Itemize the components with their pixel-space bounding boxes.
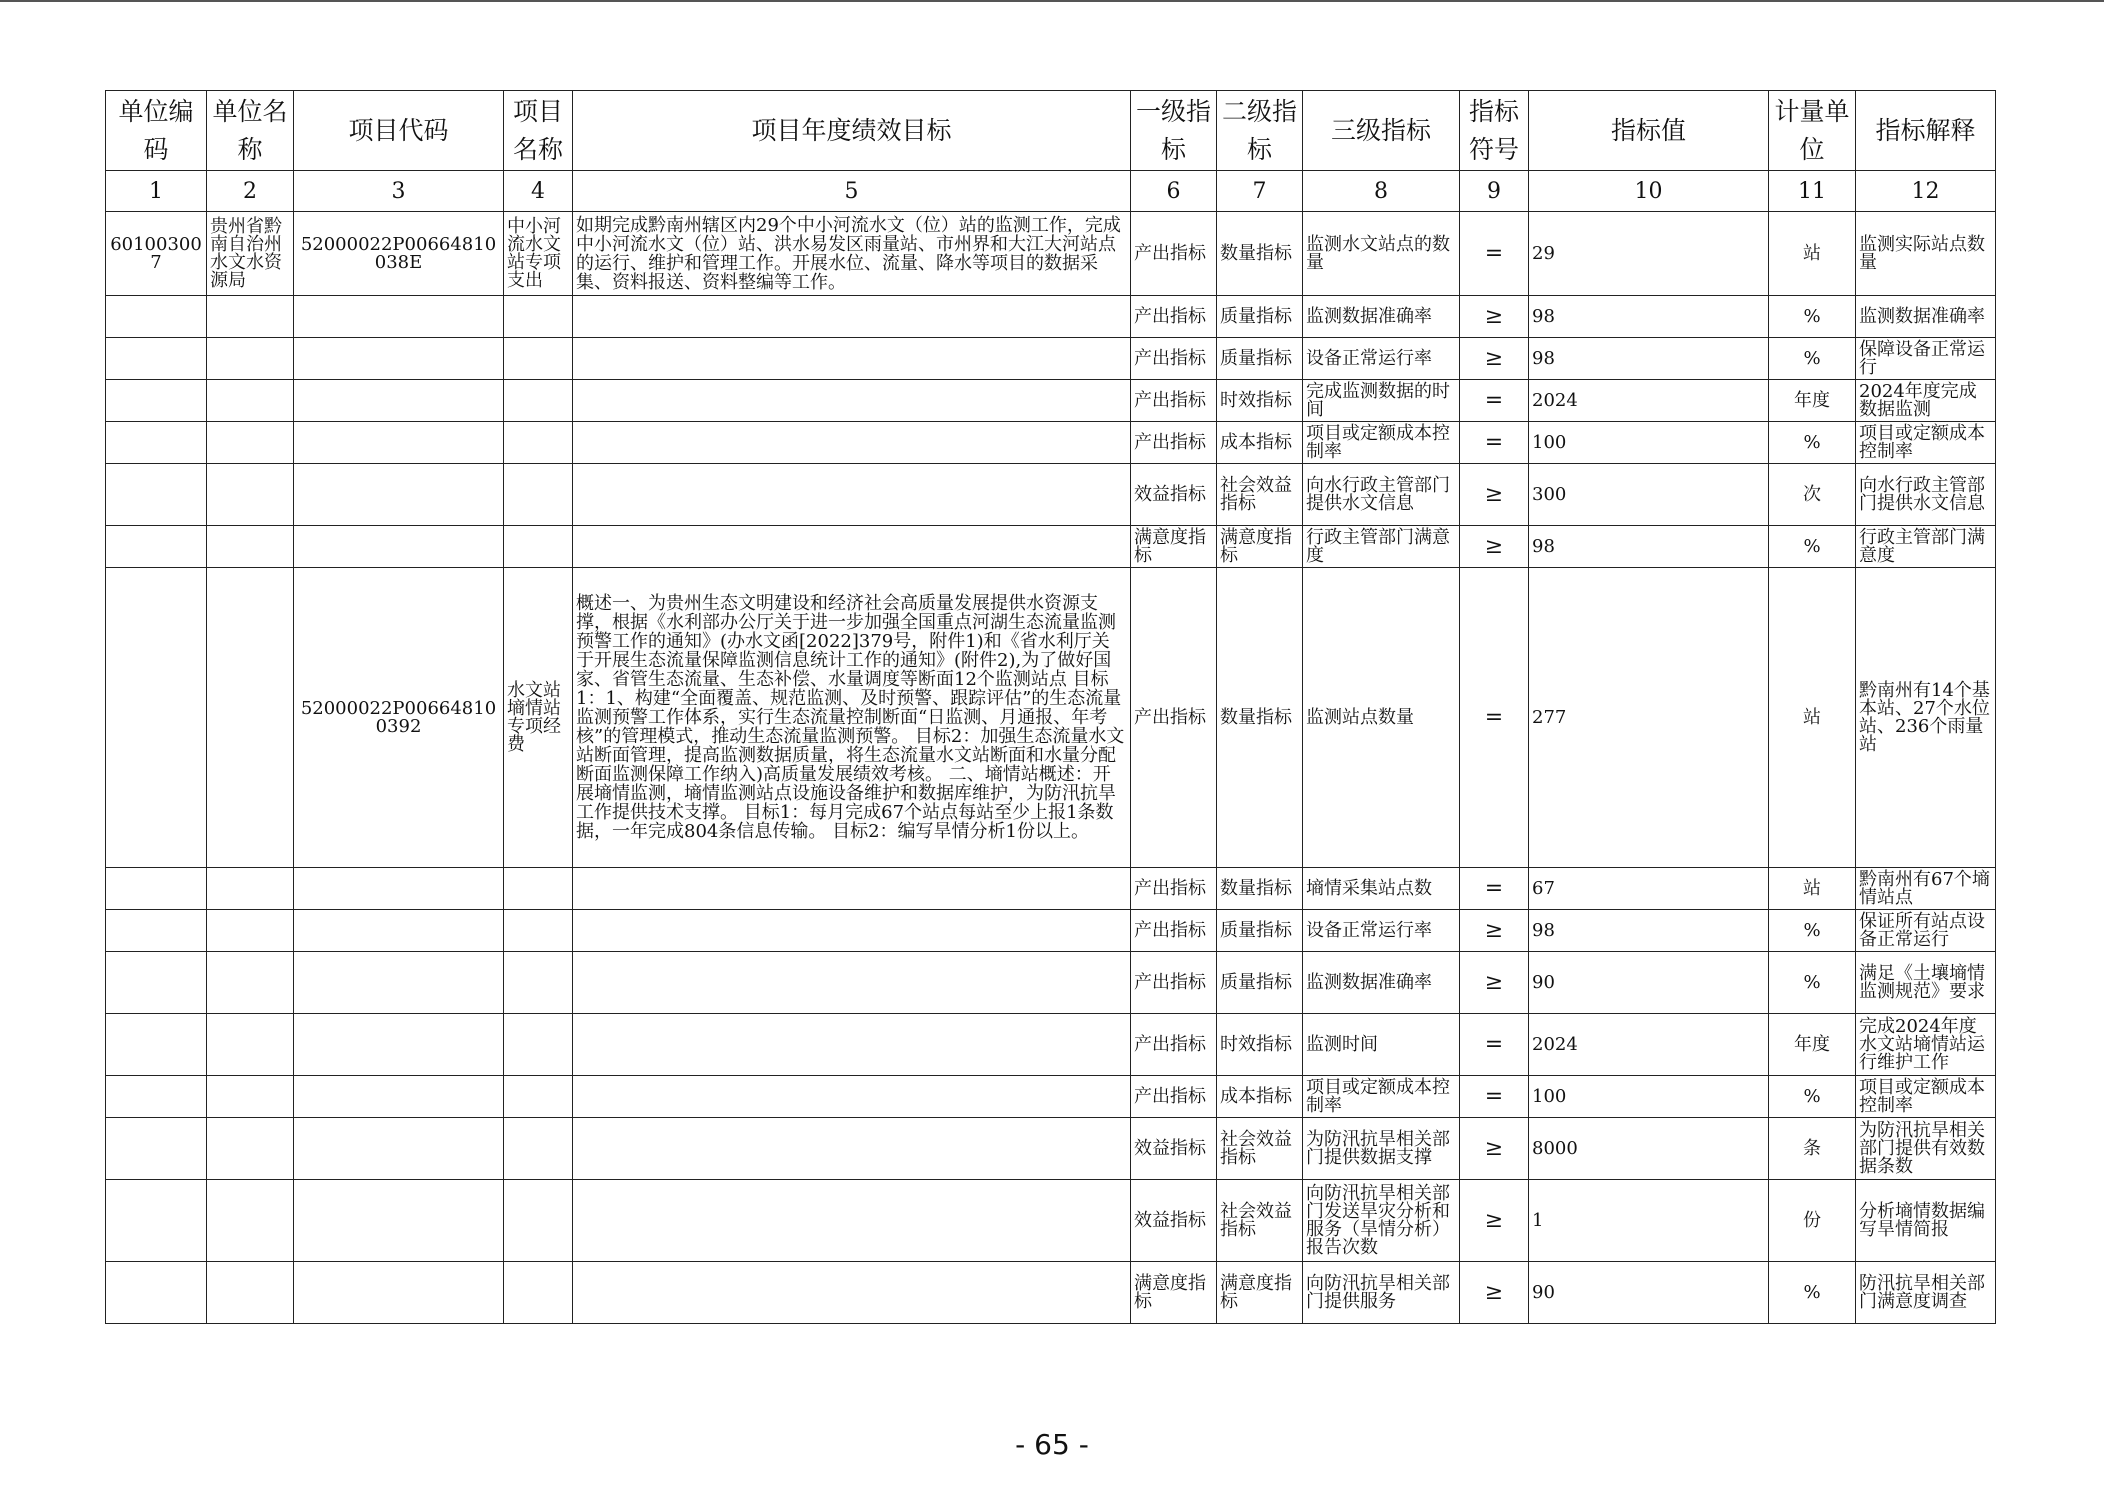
table-row — [106, 868, 1996, 910]
symbol-cell: = — [1460, 1014, 1529, 1076]
level1-indicator-cell: 产出指标 — [1131, 952, 1217, 1014]
project-name-cell — [504, 464, 573, 526]
project-name-cell — [504, 910, 573, 952]
unit-code-cell — [106, 568, 207, 868]
header-project-code: 项目代码 — [294, 91, 504, 171]
unit-cell: % — [1769, 526, 1856, 568]
table-row — [106, 1076, 1996, 1118]
project-code-cell — [294, 952, 504, 1014]
explanation-cell: 保证所有站点设备正常运行 — [1856, 910, 1996, 952]
explanation-cell: 满足《土壤墒情监测规范》要求 — [1856, 952, 1996, 1014]
symbol-cell: ≥ — [1460, 296, 1529, 338]
project-code-cell — [294, 464, 504, 526]
level3-indicator-cell: 墒情采集站点数 — [1303, 868, 1460, 910]
header-project-name: 项目名称 — [504, 91, 573, 171]
unit-cell: % — [1769, 422, 1856, 464]
column-index-6: 6 — [1131, 171, 1217, 212]
unit-cell: % — [1769, 296, 1856, 338]
annual-goal-cell — [573, 1180, 1131, 1262]
symbol-cell: ≥ — [1460, 526, 1529, 568]
symbol-cell: ≥ — [1460, 464, 1529, 526]
unit-cell: 条 — [1769, 1118, 1856, 1180]
table-index-row — [106, 171, 1996, 212]
explanation-cell: 向水行政主管部门提供水文信息 — [1856, 464, 1996, 526]
value-cell: 98 — [1529, 338, 1769, 380]
explanation-cell: 防汛抗旱相关部门满意度调查 — [1856, 1262, 1996, 1324]
unit-cell: % — [1769, 1262, 1856, 1324]
project-name-cell — [504, 1014, 573, 1076]
value-cell: 90 — [1529, 952, 1769, 1014]
unit-name-cell — [207, 868, 294, 910]
symbol-cell: = — [1460, 1076, 1529, 1118]
symbol-cell: ≥ — [1460, 952, 1529, 1014]
level2-indicator-cell: 质量指标 — [1217, 296, 1303, 338]
level1-indicator-cell: 效益指标 — [1131, 464, 1217, 526]
unit-name-cell — [207, 568, 294, 868]
symbol-cell: ≥ — [1460, 910, 1529, 952]
level2-indicator-cell: 质量指标 — [1217, 952, 1303, 1014]
table-row — [106, 526, 1996, 568]
level3-indicator-cell: 向防汛抗旱相关部门提供服务 — [1303, 1262, 1460, 1324]
unit-cell: 站 — [1769, 212, 1856, 296]
unit-name-cell — [207, 1014, 294, 1076]
level1-indicator-cell: 产出指标 — [1131, 568, 1217, 868]
table-row — [106, 1180, 1996, 1262]
unit-name-cell — [207, 464, 294, 526]
explanation-cell: 黔南州有67个墒情站点 — [1856, 868, 1996, 910]
unit-cell: % — [1769, 338, 1856, 380]
level1-indicator-cell: 产出指标 — [1131, 910, 1217, 952]
unit-code-cell — [106, 1262, 207, 1324]
unit-name-cell: 贵州省黔南自治州水文水资源局 — [207, 212, 294, 296]
level3-indicator-cell: 向水行政主管部门提供水文信息 — [1303, 464, 1460, 526]
header-value: 指标值 — [1529, 91, 1769, 171]
explanation-cell: 分析墒情数据编写旱情简报 — [1856, 1180, 1996, 1262]
unit-name-cell — [207, 1262, 294, 1324]
value-cell: 98 — [1529, 296, 1769, 338]
annual-goal-cell — [573, 422, 1131, 464]
unit-cell: % — [1769, 952, 1856, 1014]
project-name-cell: 水文站墒情站专项经费 — [504, 568, 573, 868]
symbol-cell: ≥ — [1460, 1262, 1529, 1324]
level2-indicator-cell: 数量指标 — [1217, 568, 1303, 868]
project-code-cell — [294, 380, 504, 422]
value-cell: 8000 — [1529, 1118, 1769, 1180]
unit-cell: 次 — [1769, 464, 1856, 526]
project-name-cell — [504, 1262, 573, 1324]
unit-cell: 年度 — [1769, 380, 1856, 422]
annual-goal-cell — [573, 952, 1131, 1014]
explanation-cell: 监测实际站点数量 — [1856, 212, 1996, 296]
symbol-cell: = — [1460, 568, 1529, 868]
unit-code-cell — [106, 910, 207, 952]
level3-indicator-cell: 设备正常运行率 — [1303, 338, 1460, 380]
project-code-cell — [294, 910, 504, 952]
annual-goal-cell: 如期完成黔南州辖区内29个中小河流水文（位）站的监测工作，完成中小河流水文（位）站、洪水易发区雨量站、市州界和大江大河站点的运行、维护和管理工作。开展水位、流量、降水等项目的数据采集、资料报送、资料整编等工作。 — [573, 212, 1131, 296]
explanation-cell: 项目或定额成本控制率 — [1856, 1076, 1996, 1118]
unit-cell: 份 — [1769, 1180, 1856, 1262]
annual-goal-cell — [573, 1118, 1131, 1180]
unit-name-cell — [207, 338, 294, 380]
annual-goal-cell — [573, 868, 1131, 910]
header-annual-goal: 项目年度绩效目标 — [573, 91, 1131, 171]
unit-code-cell — [106, 1014, 207, 1076]
table-row — [106, 296, 1996, 338]
unit-code-cell — [106, 422, 207, 464]
project-code-cell — [294, 1118, 504, 1180]
project-name-cell — [504, 526, 573, 568]
unit-cell: % — [1769, 910, 1856, 952]
level3-indicator-cell: 项目或定额成本控制率 — [1303, 422, 1460, 464]
level2-indicator-cell: 时效指标 — [1217, 380, 1303, 422]
unit-cell: 站 — [1769, 868, 1856, 910]
annual-goal-cell — [573, 464, 1131, 526]
unit-code-cell — [106, 1118, 207, 1180]
unit-code-cell — [106, 868, 207, 910]
column-index-2: 2 — [207, 171, 294, 212]
level1-indicator-cell: 效益指标 — [1131, 1118, 1217, 1180]
table-row — [106, 1014, 1996, 1076]
value-cell: 100 — [1529, 422, 1769, 464]
level1-indicator-cell: 产出指标 — [1131, 296, 1217, 338]
level1-indicator-cell: 满意度指标 — [1131, 526, 1217, 568]
level3-indicator-cell: 完成监测数据的时间 — [1303, 380, 1460, 422]
unit-name-cell — [207, 422, 294, 464]
unit-name-cell — [207, 1118, 294, 1180]
unit-name-cell — [207, 380, 294, 422]
level2-indicator-cell: 成本指标 — [1217, 1076, 1303, 1118]
value-cell: 67 — [1529, 868, 1769, 910]
unit-code-cell — [106, 526, 207, 568]
unit-cell: % — [1769, 1076, 1856, 1118]
unit-code-cell: 601003007 — [106, 212, 207, 296]
unit-name-cell — [207, 1076, 294, 1118]
project-name-cell — [504, 1118, 573, 1180]
column-index-12: 12 — [1856, 171, 1996, 212]
level3-indicator-cell: 监测数据准确率 — [1303, 296, 1460, 338]
level3-indicator-cell: 设备正常运行率 — [1303, 910, 1460, 952]
explanation-cell: 为防汛抗旱相关部门提供有效数据条数 — [1856, 1118, 1996, 1180]
level2-indicator-cell: 满意度指标 — [1217, 526, 1303, 568]
symbol-cell: ≥ — [1460, 1180, 1529, 1262]
symbol-cell: = — [1460, 422, 1529, 464]
unit-cell: 站 — [1769, 568, 1856, 868]
explanation-cell: 行政主管部门满意度 — [1856, 526, 1996, 568]
project-code-cell — [294, 526, 504, 568]
level2-indicator-cell: 社会效益指标 — [1217, 1180, 1303, 1262]
value-cell: 90 — [1529, 1262, 1769, 1324]
unit-code-cell — [106, 380, 207, 422]
level2-indicator-cell: 社会效益指标 — [1217, 464, 1303, 526]
table-row — [106, 1118, 1996, 1180]
unit-name-cell — [207, 296, 294, 338]
level1-indicator-cell: 产出指标 — [1131, 338, 1217, 380]
level1-indicator-cell: 效益指标 — [1131, 1180, 1217, 1262]
level3-indicator-cell: 监测水文站点的数量 — [1303, 212, 1460, 296]
header-unit-name: 单位名称 — [207, 91, 294, 171]
annual-goal-cell: 概述一、为贵州生态文明建设和经济社会高质量发展提供水资源支撑，根据《水利部办公厅关于进一步加强全国重点河湖生态流量监测预警工作的通知》(办水文函[2022]379号，附件1)和《省水利厅关于开展生态流量保障监测信息统计工作的通知》(附件2),为了做好国家、省管生态流量、生态补偿、水量调度等断面12个监测站点 目标1：1、构建“全面覆盖、规范监测、及时预警、跟踪评估”的生态流量监测预警工作体系，实行生态流量控制断面“日监测、月通报、年考核”的管理模式，推动生态流量监测预警。 目标2：加强生态流量水文站断面管理，提高监测数据质量，将生态流量水文站断面和水量分配断面监测保障工作纳入)高质量发展绩效考核。 二、墒情站概述：开展墒情监测，墒情监测站点设施设备维护和数据库维护，为防汛抗旱工作提供技术支撑。 目标1：每月完成67个站点每站至少上报1条数据，一年完成804条信息传输。 目标2：编写旱情分析1份以上。 — [573, 568, 1131, 868]
explanation-cell: 项目或定额成本控制率 — [1856, 422, 1996, 464]
column-index-8: 8 — [1303, 171, 1460, 212]
project-code-cell — [294, 422, 504, 464]
annual-goal-cell — [573, 526, 1131, 568]
table-row — [106, 1262, 1996, 1324]
page-number: - 65 - — [1015, 1428, 1089, 1461]
symbol-cell: = — [1460, 380, 1529, 422]
project-code-cell — [294, 1014, 504, 1076]
level1-indicator-cell: 产出指标 — [1131, 422, 1217, 464]
level1-indicator-cell: 产出指标 — [1131, 1014, 1217, 1076]
value-cell: 98 — [1529, 526, 1769, 568]
level3-indicator-cell: 为防汛抗旱相关部门提供数据支撑 — [1303, 1118, 1460, 1180]
annual-goal-cell — [573, 1014, 1131, 1076]
table-row — [106, 380, 1996, 422]
symbol-cell: = — [1460, 212, 1529, 296]
unit-code-cell — [106, 464, 207, 526]
explanation-cell: 2024年度完成数据监测 — [1856, 380, 1996, 422]
header-unit: 计量单位 — [1769, 91, 1856, 171]
level2-indicator-cell: 数量指标 — [1217, 212, 1303, 296]
value-cell: 300 — [1529, 464, 1769, 526]
table-row — [106, 422, 1996, 464]
level1-indicator-cell: 产出指标 — [1131, 1076, 1217, 1118]
level2-indicator-cell: 成本指标 — [1217, 422, 1303, 464]
unit-code-cell — [106, 338, 207, 380]
value-cell: 2024 — [1529, 380, 1769, 422]
project-name-cell — [504, 1180, 573, 1262]
annual-goal-cell — [573, 296, 1131, 338]
unit-code-cell — [106, 1076, 207, 1118]
project-name-cell — [504, 868, 573, 910]
unit-name-cell — [207, 526, 294, 568]
symbol-cell: ≥ — [1460, 338, 1529, 380]
value-cell: 2024 — [1529, 1014, 1769, 1076]
level2-indicator-cell: 质量指标 — [1217, 910, 1303, 952]
column-index-3: 3 — [294, 171, 504, 212]
project-code-cell — [294, 1262, 504, 1324]
level3-indicator-cell: 行政主管部门满意度 — [1303, 526, 1460, 568]
value-cell: 100 — [1529, 1076, 1769, 1118]
column-index-5: 5 — [573, 171, 1131, 212]
project-name-cell — [504, 338, 573, 380]
table-header-row — [106, 91, 1996, 171]
column-index-10: 10 — [1529, 171, 1769, 212]
project-name-cell — [504, 380, 573, 422]
project-name-cell — [504, 422, 573, 464]
annual-goal-cell — [573, 338, 1131, 380]
unit-code-cell — [106, 296, 207, 338]
header-level3-indicator: 三级指标 — [1303, 91, 1460, 171]
top-border-line — [0, 0, 2104, 2]
value-cell: 277 — [1529, 568, 1769, 868]
column-index-1: 1 — [106, 171, 207, 212]
level3-indicator-cell: 监测时间 — [1303, 1014, 1460, 1076]
explanation-cell: 黔南州有14个基本站、27个水位站、236个雨量站 — [1856, 568, 1996, 868]
level2-indicator-cell: 数量指标 — [1217, 868, 1303, 910]
symbol-cell: = — [1460, 868, 1529, 910]
unit-cell: 年度 — [1769, 1014, 1856, 1076]
level3-indicator-cell: 项目或定额成本控制率 — [1303, 1076, 1460, 1118]
project-code-cell — [294, 338, 504, 380]
level1-indicator-cell: 产出指标 — [1131, 380, 1217, 422]
value-cell: 29 — [1529, 212, 1769, 296]
header-symbol: 指标符号 — [1460, 91, 1529, 171]
header-level1-indicator: 一级指标 — [1131, 91, 1217, 171]
column-index-4: 4 — [504, 171, 573, 212]
symbol-cell: ≥ — [1460, 1118, 1529, 1180]
value-cell: 98 — [1529, 910, 1769, 952]
project-name-cell — [504, 952, 573, 1014]
unit-code-cell — [106, 952, 207, 1014]
level2-indicator-cell: 质量指标 — [1217, 338, 1303, 380]
project-code-cell — [294, 1076, 504, 1118]
level2-indicator-cell: 社会效益指标 — [1217, 1118, 1303, 1180]
level3-indicator-cell: 监测数据准确率 — [1303, 952, 1460, 1014]
project-code-cell: 52000022P00664810038E — [294, 212, 504, 296]
project-code-cell — [294, 1180, 504, 1262]
explanation-cell: 监测数据准确率 — [1856, 296, 1996, 338]
level1-indicator-cell: 产出指标 — [1131, 212, 1217, 296]
header-explanation: 指标解释 — [1856, 91, 1996, 171]
column-index-11: 11 — [1769, 171, 1856, 212]
table-row — [106, 910, 1996, 952]
value-cell: 1 — [1529, 1180, 1769, 1262]
annual-goal-cell — [573, 380, 1131, 422]
project-name-cell: 中小河流水文站专项支出 — [504, 212, 573, 296]
unit-name-cell — [207, 1180, 294, 1262]
level1-indicator-cell: 产出指标 — [1131, 868, 1217, 910]
annual-goal-cell — [573, 1262, 1131, 1324]
performance-target-table — [105, 90, 1996, 1324]
unit-name-cell — [207, 910, 294, 952]
level3-indicator-cell: 向防汛抗旱相关部门发送旱灾分析和服务（旱情分析）报告次数 — [1303, 1180, 1460, 1262]
level1-indicator-cell: 满意度指标 — [1131, 1262, 1217, 1324]
annual-goal-cell — [573, 910, 1131, 952]
unit-code-cell — [106, 1180, 207, 1262]
project-code-cell: 52000022P006648100392 — [294, 568, 504, 868]
table-row — [106, 952, 1996, 1014]
header-unit-code: 单位编码 — [106, 91, 207, 171]
annual-goal-cell — [573, 1076, 1131, 1118]
explanation-cell: 完成2024年度水文站墒情站运行维护工作 — [1856, 1014, 1996, 1076]
table-row — [106, 464, 1996, 526]
table-row — [106, 568, 1996, 868]
project-code-cell — [294, 296, 504, 338]
project-code-cell — [294, 868, 504, 910]
unit-name-cell — [207, 952, 294, 1014]
project-name-cell — [504, 1076, 573, 1118]
column-index-7: 7 — [1217, 171, 1303, 212]
table-body — [106, 212, 1996, 1324]
table-row — [106, 338, 1996, 380]
explanation-cell: 保障设备正常运行 — [1856, 338, 1996, 380]
header-level2-indicator: 二级指标 — [1217, 91, 1303, 171]
level2-indicator-cell: 时效指标 — [1217, 1014, 1303, 1076]
project-name-cell — [504, 296, 573, 338]
column-index-9: 9 — [1460, 171, 1529, 212]
table-row — [106, 212, 1996, 296]
level2-indicator-cell: 满意度指标 — [1217, 1262, 1303, 1324]
level3-indicator-cell: 监测站点数量 — [1303, 568, 1460, 868]
